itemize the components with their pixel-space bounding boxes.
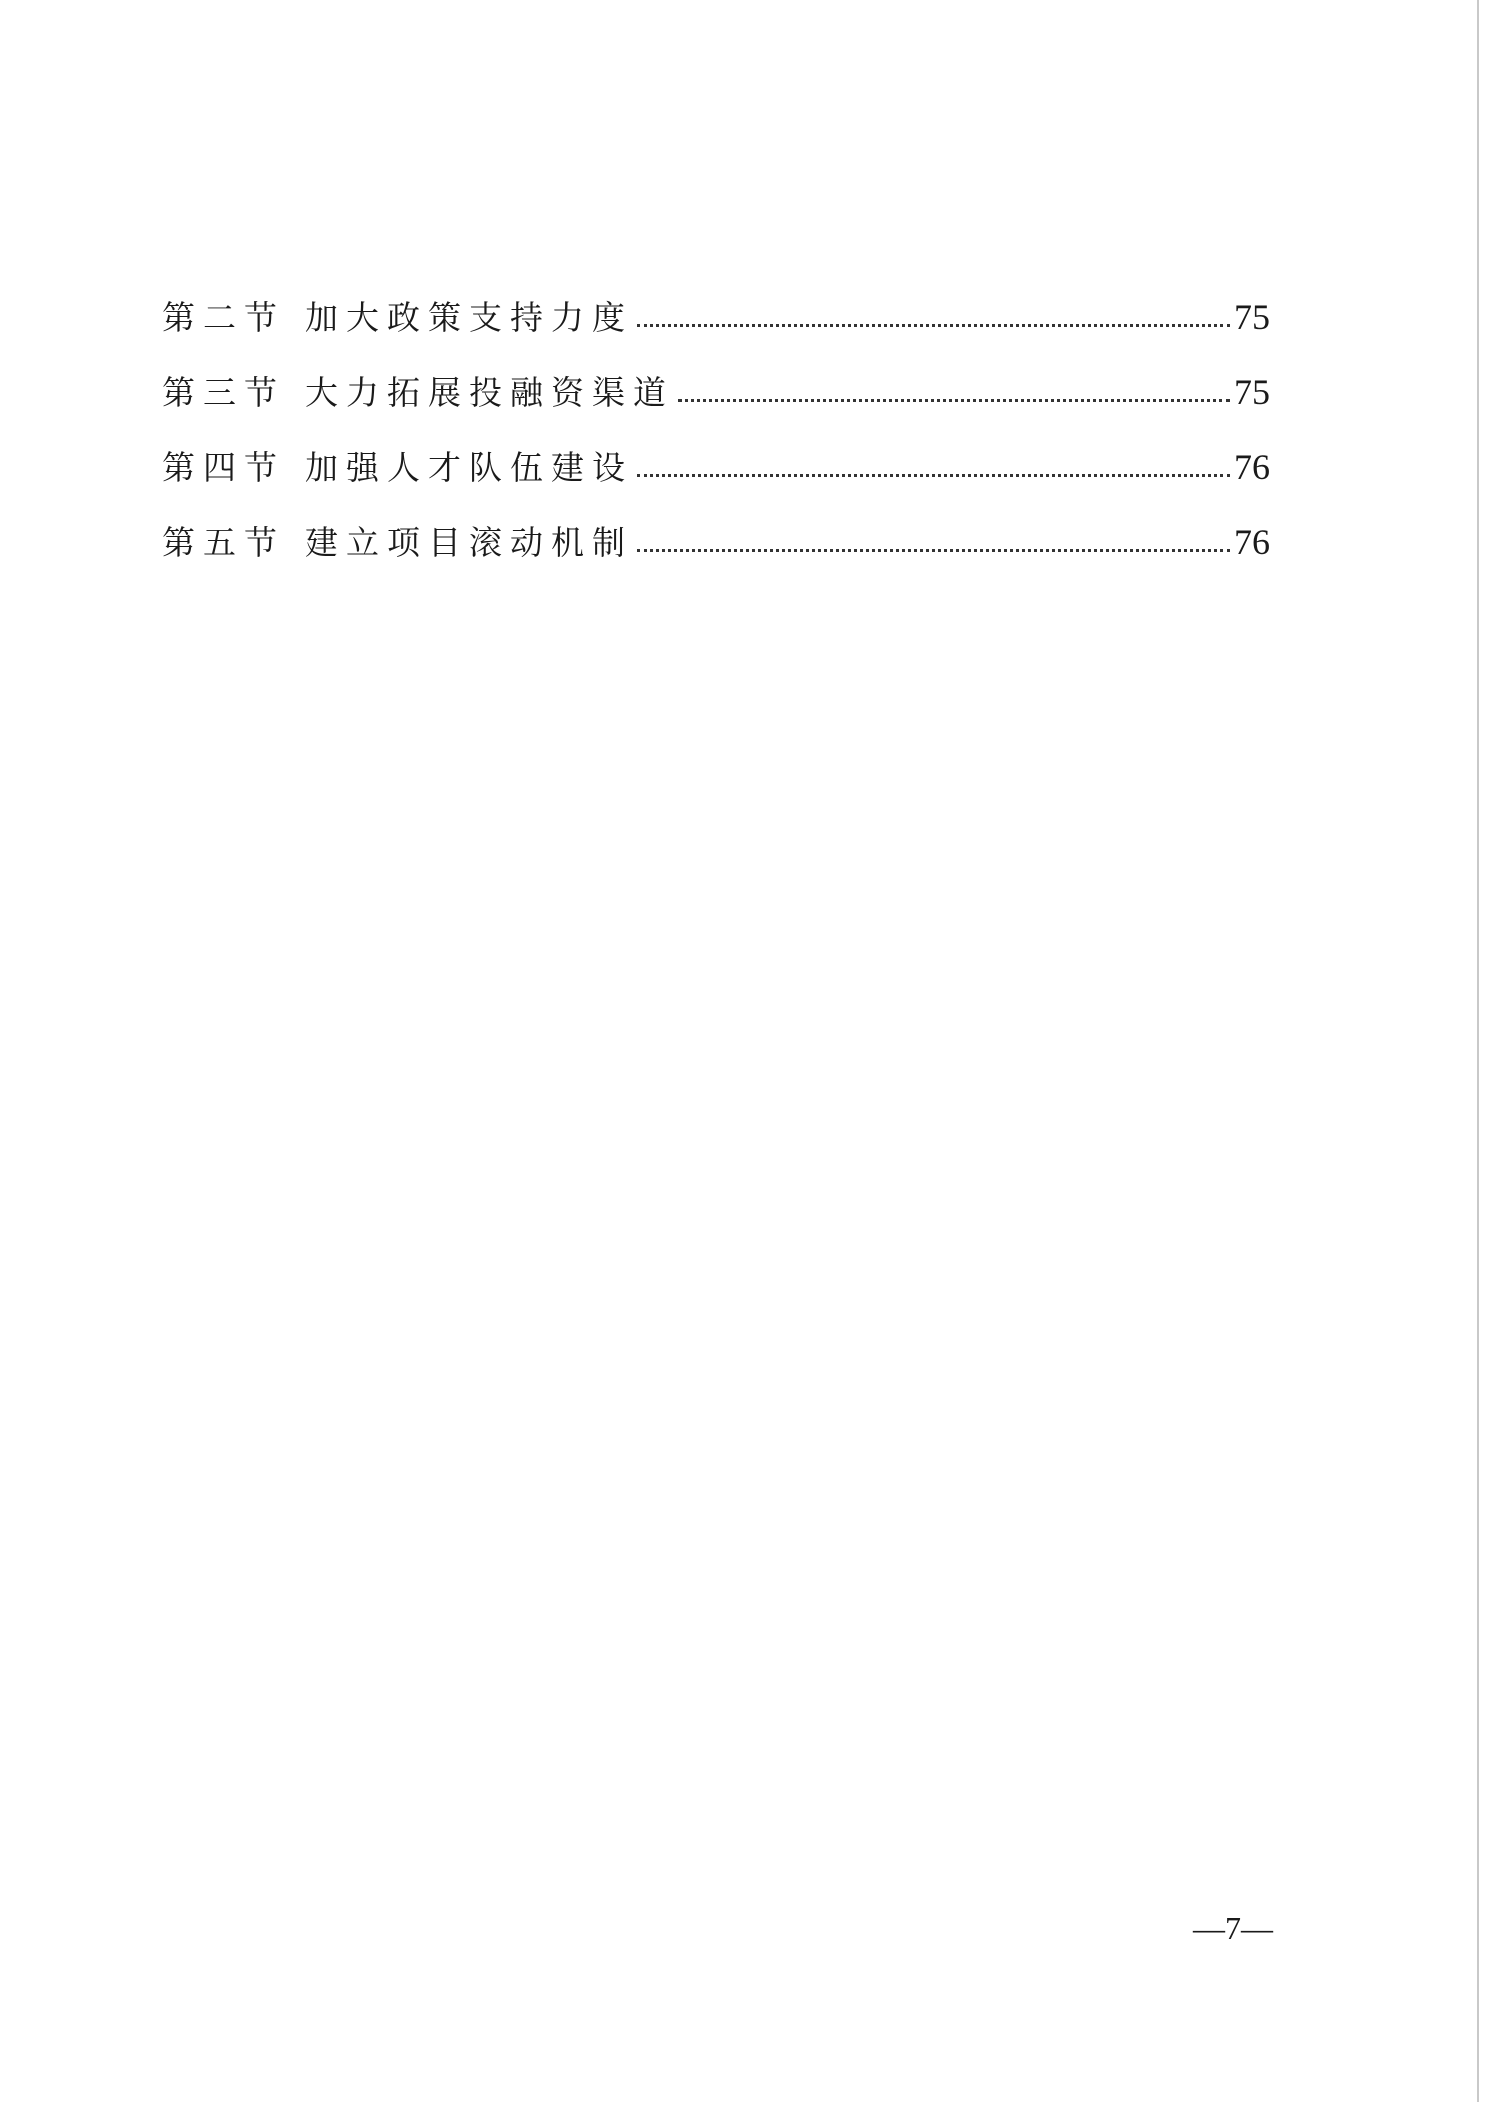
toc-entry[interactable]: [162, 287, 1270, 362]
toc-title: 加大政策支持力度: [305, 298, 633, 337]
toc-section-label: 第三节: [162, 373, 285, 412]
table-of-contents: [162, 287, 1270, 587]
toc-dot-leader: [637, 474, 1230, 477]
toc-title: 加强人才队伍建设: [305, 448, 633, 487]
toc-entry[interactable]: [162, 512, 1270, 587]
toc-section-label: 第四节: [162, 448, 285, 487]
toc-dot-leader: [637, 324, 1230, 327]
toc-section-label: 第五节: [162, 523, 285, 562]
toc-dot-leader: [637, 549, 1230, 552]
toc-title: 大力拓展投融资渠道: [305, 373, 674, 412]
toc-entry[interactable]: [162, 362, 1270, 437]
page-edge-line: [1477, 0, 1479, 2102]
toc-page-number: 76: [1234, 522, 1270, 562]
toc-page-number: 75: [1234, 372, 1270, 412]
toc-title: 建立项目滚动机制: [305, 523, 633, 562]
toc-page-number: 76: [1234, 447, 1270, 487]
toc-page-number: 75: [1234, 297, 1270, 337]
toc-dot-leader: [678, 399, 1230, 402]
toc-section-label: 第二节: [162, 298, 285, 337]
toc-entry[interactable]: [162, 437, 1270, 512]
footer-page-number: —7—: [1193, 1910, 1273, 1946]
